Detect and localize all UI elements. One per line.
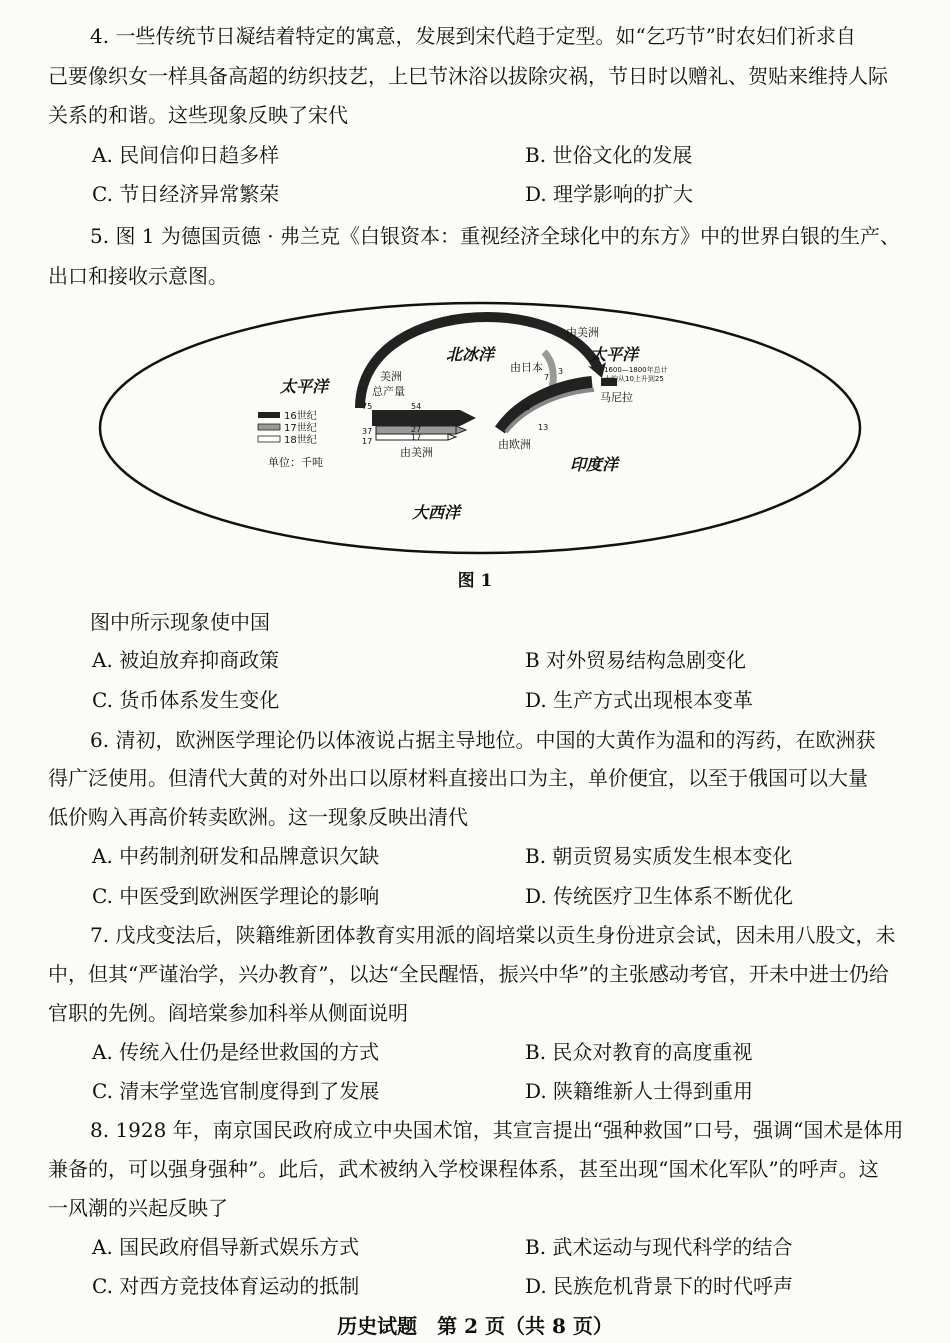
legend-16c: 16世纪: [284, 411, 317, 422]
world-ellipse: [100, 303, 860, 553]
q4-option-c: C. 节日经济异常繁荣: [92, 182, 280, 206]
note-line-1: 1600—1800年总计: [604, 366, 668, 374]
q7-option-d: D. 陕籍维新人士得到重用: [525, 1079, 754, 1103]
label-from-japan: 由日本: [510, 361, 543, 374]
label-manila: 马尼拉: [600, 391, 633, 404]
q7-line-2: 中，但其“严谨治学，兴办教育”，以达“全民醒悟，振兴中华”的主张感动考官，开未中进士仍给: [48, 962, 889, 986]
q6-option-b: B. 朝贡贸易实质发生根本变化: [525, 844, 793, 868]
q6-line-3: 低价购入再高价转卖欧洲。这一现象反映出清代: [48, 805, 468, 829]
label-from-europe: 由欧洲: [498, 438, 531, 451]
q4-line-1: 4. 一些传统节日凝结着特定的寓意，发展到宋代趋于定型。如“乞巧节”时农妇们祈求自: [90, 24, 856, 48]
q5-stem: 图中所示现象使中国: [90, 610, 270, 634]
num-7: 7: [544, 373, 550, 382]
q8-option-c: C. 对西方竞技体育运动的抵制: [92, 1274, 360, 1298]
page-footer: 历史试题 第 2 页（共 8 页）: [337, 1314, 613, 1338]
num-75: 75: [362, 402, 373, 411]
q7-option-b: B. 民众对教育的高度重视: [525, 1040, 753, 1064]
label-arctic: 北冰洋: [446, 345, 495, 364]
num-13: 13: [538, 423, 549, 432]
silver-flow-map: [0, 0, 950, 600]
q4-option-a: A. 民间信仰日趋多样: [92, 143, 280, 167]
q8-line-3: 一风潮的兴起反映了: [48, 1196, 228, 1220]
num-17-right: 17: [411, 433, 422, 442]
q8-option-a: A. 国民政府倡导新式娱乐方式: [92, 1235, 360, 1259]
label-indian: 印度洋: [570, 455, 619, 474]
q5-option-c: C. 货币体系发生变化: [92, 688, 280, 712]
q6-line-2: 得广泛使用。但清代大黄的对外出口以原材料直接出口为主，单价便宜，以至于俄国可以大量: [48, 766, 868, 790]
unit-label: 单位：千吨: [268, 456, 323, 469]
q5-option-a: A. 被迫放弃抑商政策: [92, 648, 280, 672]
legend-swatch-17c: [258, 424, 280, 430]
q7-line-3: 官职的先例。阎培棠参加科举从侧面说明: [48, 1001, 408, 1025]
label-from-america-top: 由美洲: [566, 326, 599, 339]
num-17-left: 17: [362, 437, 373, 446]
label-pacific-right: 太平洋: [590, 345, 639, 364]
bar-16c: [372, 410, 460, 426]
q5-option-b: B 对外贸易结构急剧变化: [525, 648, 747, 672]
q6-option-c: C. 中医受到欧洲医学理论的影响: [92, 884, 380, 908]
q6-option-a: A. 中药制剂研发和品牌意识欠缺: [92, 844, 380, 868]
q4-line-3: 关系的和谐。这些现象反映了宋代: [48, 103, 348, 127]
q5-line-2: 出口和接收示意图。: [48, 264, 228, 288]
legend-17c: 17世纪: [284, 423, 317, 434]
label-pacific-left: 太平洋: [280, 377, 329, 396]
q7-option-a: A. 传统入仕仍是经世救国的方式: [92, 1040, 380, 1064]
label-from-america-bottom: 由美洲: [400, 446, 433, 459]
q4-option-d: D. 理学影响的扩大: [525, 182, 694, 206]
label-total-line2: 总产量: [372, 385, 405, 398]
q8-line-2: 兼备的，可以强身强种”。此后，武术被纳入学校课程体系，甚至出现“国术化军队”的呼声。这: [48, 1157, 879, 1181]
legend-swatch-16c: [258, 412, 280, 418]
label-atlantic: 大西洋: [412, 503, 461, 522]
num-27: 27: [411, 425, 422, 434]
num-37: 37: [362, 427, 373, 436]
label-total-line1: 美洲: [380, 370, 402, 383]
q5-line-1: 5. 图 1 为德国贡德 · 弗兰克《白银资本：重视经济全球化中的东方》中的世界白银的生产、: [90, 224, 900, 248]
num-54: 54: [411, 402, 422, 411]
q8-option-b: B. 武术运动与现代科学的结合: [525, 1235, 793, 1259]
num-3: 3: [558, 367, 564, 376]
note-line-2: 大约从10上升到25: [604, 375, 664, 383]
q7-option-c: C. 清末学堂选官制度得到了发展: [92, 1079, 380, 1103]
figure-caption: 图 1: [457, 571, 493, 591]
q4-line-2: 己要像织女一样具备高超的纺织技艺，上巳节沐浴以拔除灾祸，节日时以赠礼、贺贴来维持人际: [48, 64, 888, 88]
q4-option-b: B. 世俗文化的发展: [525, 143, 693, 167]
q5-option-d: D. 生产方式出现根本变革: [525, 688, 754, 712]
q8-option-d: D. 民族危机背景下的时代呼声: [525, 1274, 794, 1298]
q7-line-1: 7. 戊戌变法后，陕籍维新团体教育实用派的阎培棠以贡生身份进京会试，因未用八股文，未: [90, 923, 896, 947]
q6-line-1: 6. 清初，欧洲医学理论仍以体液说占据主导地位。中国的大黄作为温和的泻药，在欧洲获: [90, 728, 876, 752]
q8-line-1: 8. 1928 年，南京国民政府成立中央国术馆，其宣言提出“强种救国”口号，强调“国术是体用: [90, 1118, 904, 1142]
q6-option-d: D. 传统医疗卫生体系不断优化: [525, 884, 794, 908]
num-26: 26: [520, 403, 531, 412]
legend-18c: 18世纪: [284, 435, 317, 446]
legend-swatch-18c: [258, 436, 280, 442]
